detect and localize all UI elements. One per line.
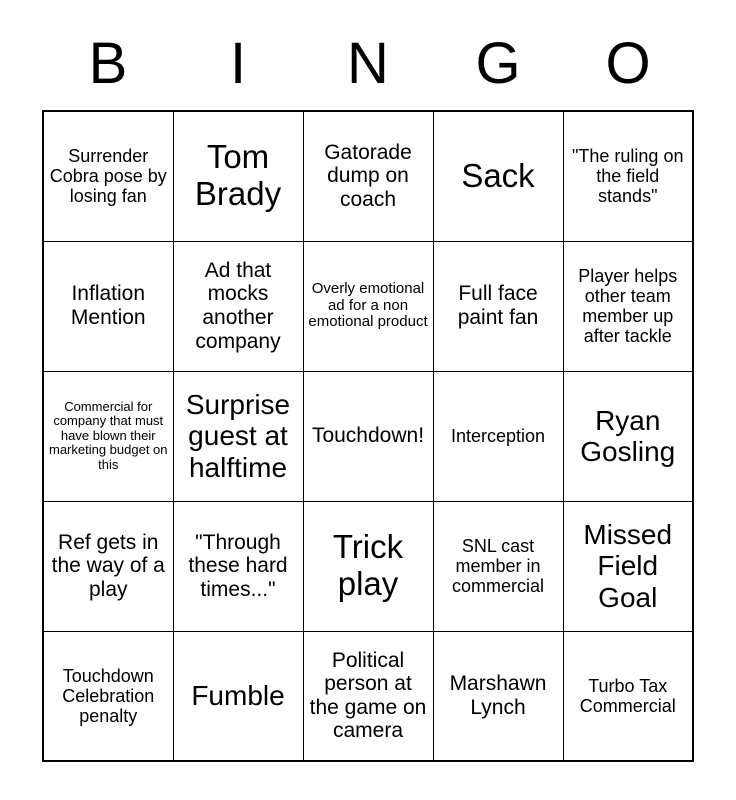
bingo-cell[interactable]: Tom Brady	[173, 111, 303, 241]
bingo-header-letter-g: G	[475, 31, 521, 96]
bingo-row	[43, 111, 693, 241]
bingo-cell[interactable]: Overly emotional ad for a non emotional product	[303, 241, 433, 371]
bingo-header-letter-o: O	[605, 31, 651, 96]
bingo-header-letter-b: B	[88, 31, 128, 96]
bingo-cell[interactable]: "Through these hard times..."	[173, 501, 303, 631]
bingo-cell[interactable]: Touchdown!	[303, 371, 433, 501]
bingo-cell[interactable]: Surrender Cobra pose by losing fan	[43, 111, 173, 241]
bingo-cell[interactable]: Player helps other team member up after tackle	[563, 241, 693, 371]
bingo-cell[interactable]: Fumble	[173, 631, 303, 761]
bingo-cell[interactable]: Inflation Mention	[43, 241, 173, 371]
bingo-cell[interactable]: Missed Field Goal	[563, 501, 693, 631]
bingo-cell[interactable]: Political person at the game on camera	[303, 631, 433, 761]
bingo-cell[interactable]: Ryan Gosling	[563, 371, 693, 501]
bingo-cell[interactable]: Commercial for company that must have blown their marketing budget on this	[43, 371, 173, 501]
bingo-cell[interactable]: Gatorade dump on coach	[303, 111, 433, 241]
bingo-row	[43, 631, 693, 761]
bingo-cell[interactable]: Sack	[433, 111, 563, 241]
bingo-header-letter-n: N	[347, 31, 389, 96]
bingo-grid	[42, 110, 694, 762]
bingo-cell[interactable]: SNL cast member in commercial	[433, 501, 563, 631]
bingo-cell[interactable]: Touchdown Celebration penalty	[43, 631, 173, 761]
bingo-cell[interactable]: Marshawn Lynch	[433, 631, 563, 761]
bingo-row	[43, 501, 693, 631]
bingo-cell[interactable]: Turbo Tax Commercial	[563, 631, 693, 761]
bingo-cell[interactable]: Ref gets in the way of a play	[43, 501, 173, 631]
bingo-cell[interactable]: Interception	[433, 371, 563, 501]
bingo-header-letter-i: I	[229, 31, 247, 96]
bingo-cell[interactable]: Full face paint fan	[433, 241, 563, 371]
bingo-row	[43, 241, 693, 371]
bingo-cell[interactable]: Trick play	[303, 501, 433, 631]
bingo-row	[43, 371, 693, 501]
bingo-cell[interactable]: "The ruling on the field stands"	[563, 111, 693, 241]
bingo-cell[interactable]: Surprise guest at halftime	[173, 371, 303, 501]
bingo-header	[43, 0, 693, 96]
bingo-cell[interactable]: Ad that mocks another company	[173, 241, 303, 371]
